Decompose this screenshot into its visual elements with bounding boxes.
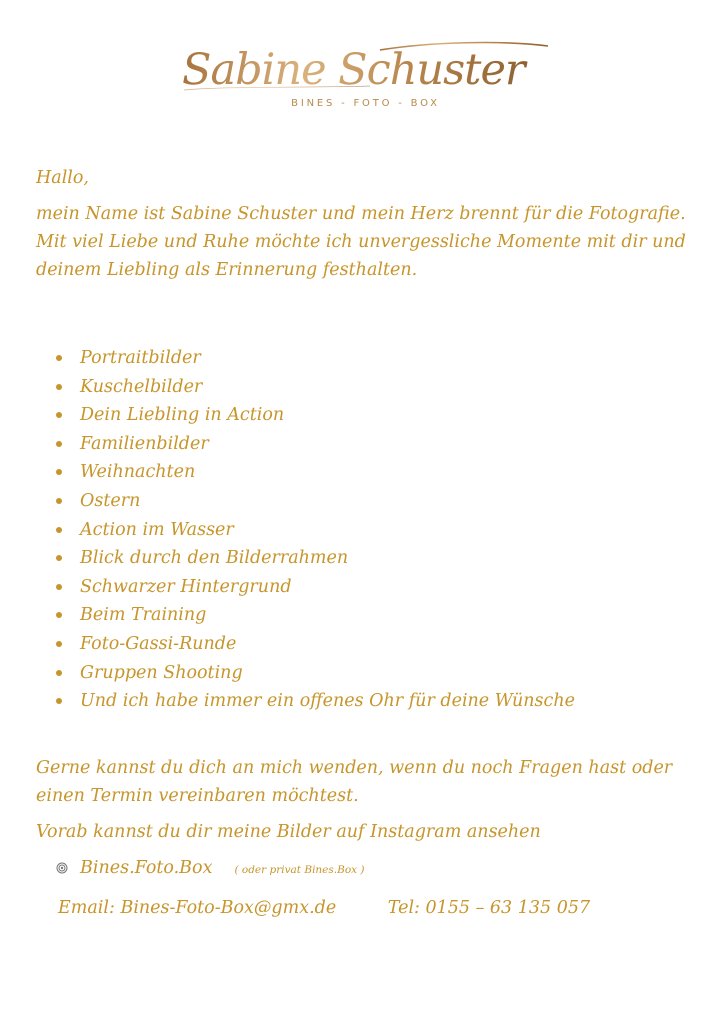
intro-paragraph: mein Name ist Sabine Schuster und mein Herz brennt für die Fotografie. Mit viel Liebe und Ruhe möchte ich unvergessliche Momente mit dir und deinem Liebling als Erinnerung festhalten.	[36, 204, 686, 280]
list-item: Kuschelbilder	[52, 373, 575, 402]
list-item: Familienbilder	[52, 430, 575, 459]
contact-invitation: Gerne kannst du dich an mich wenden, wenn du noch Fragen hast oder einen Termin vereinbaren möchtest.	[36, 758, 673, 806]
bullet-icon	[56, 441, 62, 447]
bullet-icon	[56, 469, 62, 475]
greeting: Hallo,	[36, 168, 89, 188]
header	[0, 28, 724, 128]
logo-subtitle: BINES - FOTO - BOX	[291, 98, 440, 109]
list-item: Ostern	[52, 487, 575, 516]
bullet-icon	[56, 641, 62, 647]
bullet-icon	[56, 355, 62, 361]
list-item: Und ich habe immer ein offenes Ohr für deine Wünsche	[52, 687, 575, 716]
bullet-icon	[56, 698, 62, 704]
closing-section	[36, 754, 696, 846]
intro-section	[36, 164, 696, 284]
instagram-handle[interactable]: Bines.Foto.Box	[80, 858, 213, 878]
bullet-icon	[56, 384, 62, 390]
list-item: Portraitbilder	[52, 344, 575, 373]
instagram-row	[56, 858, 365, 878]
bullet-icon	[56, 670, 62, 676]
bullet-icon	[56, 527, 62, 533]
list-item: Schwarzer Hintergrund	[52, 573, 575, 602]
list-item: Action im Wasser	[52, 516, 575, 545]
instagram-private-note: ( oder privat Bines.Box )	[234, 864, 365, 876]
list-item: Foto-Gassi-Runde	[52, 630, 575, 659]
list-item: Weihnachten	[52, 458, 575, 487]
logo-text: Sabine Schuster	[182, 45, 525, 95]
bullet-icon	[56, 498, 62, 504]
list-item: Beim Training	[52, 601, 575, 630]
email-link[interactable]: Email: Bines-Foto-Box@gmx.de	[58, 898, 337, 918]
list-item: Blick durch den Bilderrahmen	[52, 544, 575, 573]
contact-row	[58, 898, 590, 918]
instagram-icon	[56, 862, 68, 874]
list-item: Gruppen Shooting	[52, 659, 575, 688]
list-item: Dein Liebling in Action	[52, 401, 575, 430]
bullet-icon	[56, 612, 62, 618]
bullet-icon	[56, 555, 62, 561]
phone-number[interactable]: Tel: 0155 – 63 135 057	[387, 898, 591, 918]
logo	[170, 28, 560, 108]
bullet-icon	[56, 584, 62, 590]
services-list	[52, 344, 575, 716]
bullet-icon	[56, 412, 62, 418]
instagram-note: Vorab kannst du dir meine Bilder auf Instagram ansehen	[36, 822, 541, 842]
